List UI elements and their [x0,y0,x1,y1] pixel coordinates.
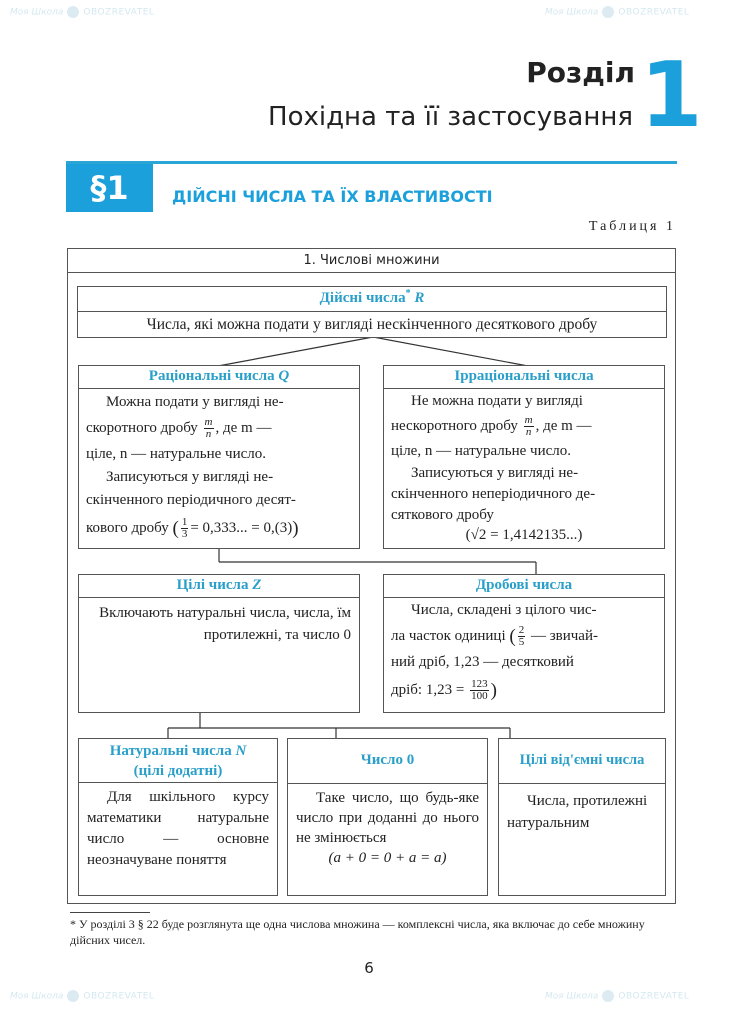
header-rule [66,161,677,164]
box-natural-numbers [78,738,278,896]
irrational-title: Ірраціональні числа [384,366,664,389]
footnote: * У розділі 3 § 22 буде розглянута ще одна числова множина — комплексні числа, яка включає до себе множину дійсних чисел. [70,917,645,947]
natural-body: Для шкільного курсу математики натуральне число — основне неозначуване поняття [87,789,269,868]
zero-body: Таке число, що будь-яке число при доданні до нього не змінюється [296,790,479,846]
section-title: ДІЙСНІ ЧИСЛА ТА ЇХ ВЛАСТИВОСТІ [172,187,493,206]
table-label: Таблиця 1 [588,219,676,234]
integer-title: Цілі числа Z [79,575,359,598]
fractional-title: Дробові числа [384,575,664,598]
box-irrational-numbers [383,365,665,549]
fraction-m-n: $\frac{m}{n}$ [204,416,213,441]
fraction-m-n: $\frac{m}{n}$ [524,414,533,439]
zero-title: Число 0 [288,739,487,784]
real-numbers-title: Дійсні числа* R [78,287,666,312]
box-real-numbers [77,286,667,338]
fractional-body: Числа, складені з цілого чис- ла часток одиниці ( $\frac{2}{5}$ — звичай- ний дріб, 1,23 — десятковий дріб: 1,23 = $\frac{123}{100}$ ) [391,602,598,703]
section-badge: §1 [66,164,153,212]
irrational-body: Не можна подати у вигляді нескоротного дробу $\frac{m}{n}$ , де m — ціле, n — натуральне число. Записуються у вигляді не- скінченного неперіодичного де- сяткового дробу (√2 = 1,4142135...) [384,389,664,547]
watermark: Моя Школа OBOZREVATEL [10,7,155,18]
box-fractional-numbers [383,574,665,713]
fraction-123-100: $\frac{123}{100}$ [471,678,488,703]
rational-body: Можна подати у вигляді не- скоротного дробу $\frac{m}{n}$ , де m — ціле, n — натуральне число. Записуються у вигляді не- скінченного періодичного десят- кового дробу ( $\frac{1}{3}$ = 0,333... = 0,(3)) [86,394,299,541]
watermark: Моя Школа OBOZREVATEL [545,991,690,1002]
negative-body: Числа, протилежні натуральним [507,793,648,831]
fraction-one-third: $\frac{1}{3}$ [181,516,188,541]
fraction-two-fifths: $\frac{2}{5}$ [518,624,525,649]
box-integer-numbers [78,574,360,713]
box-zero [287,738,488,896]
sqrt-two-example: (√2 = 1,4142135...) [465,527,583,543]
page-number: 6 [364,959,374,977]
real-numbers-body: Числа, які можна подати у вигляді нескінченного десяткового дробу [146,316,598,333]
table-heading: 1. Числові множини [67,248,676,273]
rational-title: Раціональні числа Q [79,366,359,389]
box-negative-integers [498,738,666,896]
chapter-number: 1 [640,43,703,148]
watermark: Моя Школа OBOZREVATEL [10,991,155,1002]
watermark: Моя Школа OBOZREVATEL [545,7,690,18]
negative-title: Цілі від'ємні числа [499,739,665,784]
chapter-title: Похідна та її застосування [268,102,633,132]
chapter-label: Розділ [526,56,635,89]
box-rational-numbers [78,365,360,549]
zero-formula: (a + 0 = 0 + a = a) [328,850,447,866]
integer-body: Включають натуральні числа, числа, їм протилежні, та число 0 [99,605,351,643]
footnote-rule [70,912,150,913]
natural-title: Натуральні числа N (цілі додатні) [79,739,277,783]
